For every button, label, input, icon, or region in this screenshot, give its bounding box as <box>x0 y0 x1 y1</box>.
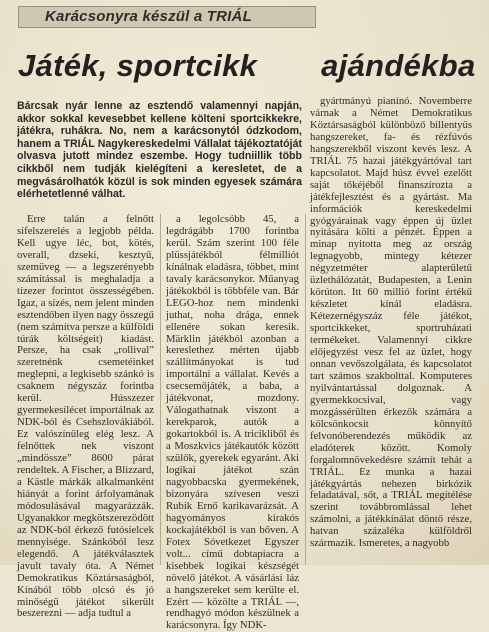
article-column-3 <box>310 96 472 565</box>
column-1-text: Erre talán a felnőtt sífelszerelés a legjobb példa. Kell ugye léc, bot, kötés, overall, dzseki, kesztyű, szemüveg — a legszerényebb számítással is meghaladja a tízezer forintot összességében. Igaz, a sízés, nem jelent minden esztendőben ilyen nagy összegű (nem számítva persze a külföldi túrák költségeit) kiadást. Persze, ha csak „rollival” szeretnénk csemetéinket meglepni, a legkisebb szánkó is csaknem négyszáz forintba kerül. Hússzezer gyermekesílécet importálnak az NDK-ból és Csehszlovákiából. Ez valószínűleg elég lesz. A felnőttek nek viszont „mindössze” 8600 párat rendeltek. A Fischer, a Blizzard, a Kästle márkák alkalmanként hiányát a forint árfolyamának módosulásával magyarázzák. Ugyanakkor megkötszerezödött az NDK-ból érkező futósíelcek mennyisége. Szánkóból lesz elegendő. A játékválasztek javult tavaly óta. A Német Demokratikus Köztársaságból, Kínából több olcsó és jó minőségű játékot sikerült beszerezni — adja tudtul a <box>17 213 154 620</box>
section-kicker: Karácsonyra készül a TRIÁL <box>18 6 316 28</box>
column-3-text: gyártmányú pianínó. Novemberre várnak a Német Demokratikus Köztársaságból különböző billentyűs hangszereket, fa- és rézfúvós hangszerekből viszont kevés lesz. A TRIÁL 75 hazai játékgyártóval tart kapcsolatot. Majd húsz évvel ezelőtt saját tőkéjéből finanszírozta a játékfejlesztést és a gyártást. Ma információk kereskedelmi gyógyárainak vagy éppen új üzlet nyitására költi a pénzét. Éppen a minap nyitotta meg az ország legnagyobb, mintegy kétezer négyzetméter alapterületű üzlethálózatát, Budapesten, a Lenin körúton. Itt 60 millió forint értékű készletet kínál eladásra. Kétezernégyszáz féle játékot, sportcikkeket, sportruházati termékeket. Valamennyi cikkre előjegyzést vesz fel az üzlet, hogy onnan vevőszolgálata, és kapcsolatot tart számos szakbolttal. Komputeres nyilvántartással dolgoznak. A gyermekkocsival, vagy mozgássérülten érkezők számára a kölcsönkocsit könnyítő felvonóberendezés működik az eladóterek között. Komoly forgalomnövekedésre számít tehát a TRIÁL. Ez munka a hazai játékgyártás nehezen birkózik feladatával, sőt, a TRIÁL megítélése szerint továbbromlással lehet számolni, a játékkínálat döntő része, hatvan százaléka külföldről származik. Ismeretes, a nagyobb <box>310 95 472 550</box>
column-divider <box>305 214 306 565</box>
article-column-2 <box>166 213 299 632</box>
column-divider <box>160 214 161 565</box>
column-2-text: a legolcsóbb 45, a legdrágább 1700 forintba kerül. Szám szerint 100 féle plüssjátékból félmilliót kínálnak eladásra, többet, mint tavaly karácsonykor. Műanyag játékokból is többféle van. Bár LEGO-hoz nem mindenki juthat, noha drága, ennek ellenére sokan keresik. Märklin játékból azonban a kereslethez mérten újabb szállítmányokat is tud importálni a vállalat. Kevés a csecsemőjáték, a baba, a játékvonat, mozdony. Válogathatnak viszont a kerekparok, autók a gokartokból is. A tricikliből és a Moszkvics játékautók között szülők, gyerekek egyaránt. Aki logikai játékot szán nagyobbacska gyermekének, bizonyára szívesen veszi Rubik Ernő karikavarázsát. A hagyományos kirakós kockajátékból is van bőven. A Fotex Sóvetkezet Egyszer volt... című dobtapiacra a kisebbek logikai készségét növelő játékot. A vásárlási láz a hangszereket sem kerülte el. Ezért — közölte a TRIÁL —, rendhagyó módon készülnek a karácsonyra. Így NDK- <box>166 213 299 632</box>
lead-paragraph: Bárcsak nyár lenne az esztendő valamennyi napján, akkor sokkal kevesebbet kellene költeni sportcikkekre, játékra, ruhákra. No, nem a karácsonytól ódzkodom, hanem a TRIÁL Nagykereskedelmi Vállalat tájékoztatóját olvasva jutott mindez eszembe. Hogy tudniillik több cikkből nem tudják kielégíteni a keresletet, de a megvásárolhatók közül is sok minden egyesek számára elérhetetlenné válhat. <box>17 100 302 201</box>
headline-part-1: Játék, sportcikk <box>18 48 258 83</box>
headline <box>18 48 476 84</box>
headline-part-2: ajándékba <box>321 48 476 83</box>
article-column-1 <box>17 213 154 620</box>
